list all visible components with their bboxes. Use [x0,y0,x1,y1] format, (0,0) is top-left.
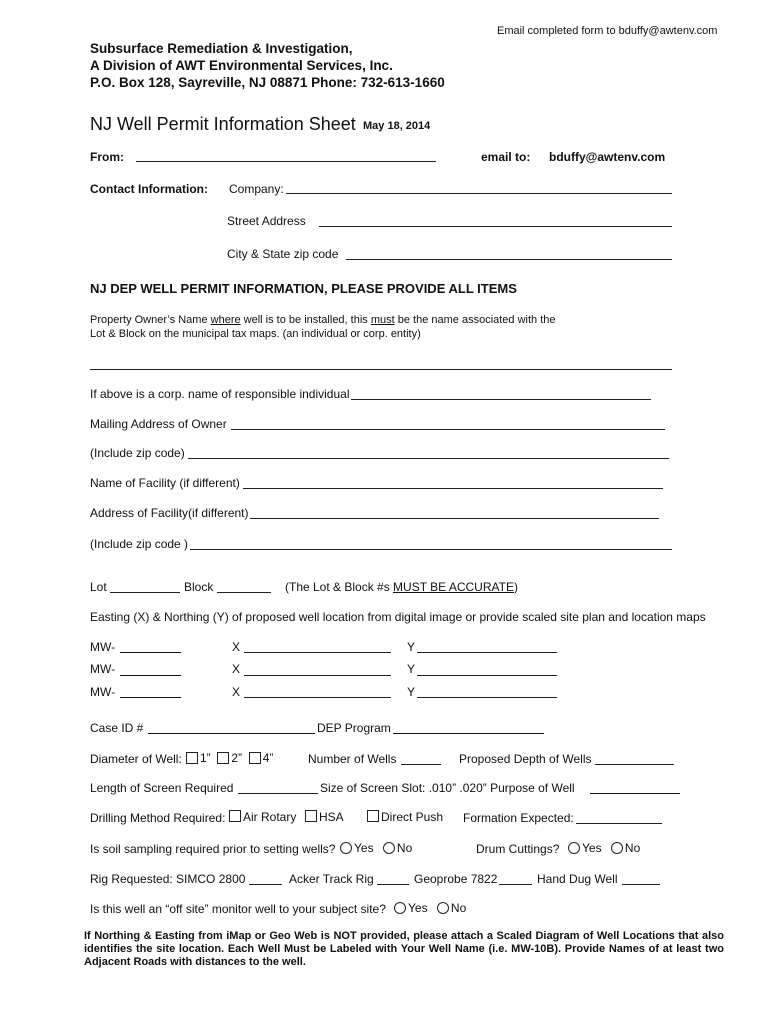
facility-address-field[interactable] [250,518,659,519]
dep-program-field[interactable] [393,733,544,734]
diameter-label: Diameter of Well: [90,752,182,766]
offsite-no-option[interactable] [431,901,466,915]
air-rotary-checkbox[interactable] [229,810,241,822]
mw-label-3: MW- [90,685,116,699]
hsa-label: HSA [319,810,344,824]
soil-yes-option[interactable] [334,841,374,855]
facility-address-label: Address of Facility(if different) [90,506,249,520]
drilling-option-hsa[interactable] [305,810,344,824]
mw-id-field-2[interactable] [120,675,181,676]
number-of-wells-field[interactable] [401,764,441,765]
form-date: May 18, 2014 [363,120,431,132]
section-title: NJ DEP WELL PERMIT INFORMATION, PLEASE PROVIDE ALL ITEMS [90,281,517,296]
y-label-2: Y [407,662,416,676]
mailing-address-label: Mailing Address of Owner [90,417,227,431]
lot-block-note [285,580,518,594]
diameter-options [186,751,273,767]
x-field-3[interactable] [244,697,391,698]
purpose-of-well-field[interactable] [590,793,680,794]
screen-length-label: Length of Screen Required [90,781,234,795]
city-state-zip-field[interactable] [346,259,672,260]
diameter-2-checkbox[interactable] [217,752,229,764]
drilling-option-direct-push[interactable] [367,810,443,824]
company-field[interactable] [286,193,672,194]
case-id-field[interactable] [148,733,315,734]
lot-field[interactable] [110,592,180,593]
company-line-1: Subsurface Remediation & Investigation, [90,41,353,56]
offsite-yes-radio[interactable] [394,902,406,914]
company-line-2: A Division of AWT Environmental Services, Inc. [90,58,393,73]
x-field-2[interactable] [244,675,391,676]
hand-dug-field[interactable] [622,884,660,885]
drum-cuttings-label: Drum Cuttings? [476,842,560,856]
from-field[interactable] [136,161,436,162]
offsite-yes-label: Yes [408,901,428,915]
simco-field[interactable] [249,884,282,885]
screen-slot-label: Size of Screen Slot: .010” .020” Purpose of Well [320,781,575,795]
mw-label-1: MW- [90,640,116,654]
block-field[interactable] [217,592,271,593]
block-label: Block [184,580,214,594]
mailing-zip-field[interactable] [188,458,669,459]
rig-requested-label: Rig Requested: SIMCO 2800 [90,872,246,886]
owner-instruction [90,314,556,326]
soil-sampling-options [334,841,412,857]
footer-note: If Northing & Easting from iMap or Geo Web is NOT provided, please attach a Scaled Diagram of Well Locations that also identifies the site location. Each Well Must be Labeled with Your Well Name (i.e. MW-10B). Provide Names of at least two Adjacent Roads with distances to the well. [84,930,724,968]
facility-name-label: Name of Facility (if different) [90,476,240,490]
owner-text-where: where [210,314,241,326]
lot-label: Lot [90,580,107,594]
diameter-option-4[interactable] [249,751,274,765]
diameter-4-label: 4” [262,751,274,765]
include-zip-label-1: (Include zip code) [90,446,185,460]
proposed-depth-label: Proposed Depth of Wells [459,752,592,766]
y-field-2[interactable] [417,675,557,676]
lot-note-post: ) [513,580,518,594]
company-header [90,40,445,91]
drilling-option-air-rotary[interactable] [229,810,296,824]
lot-note-must: MUST BE ACCURATE [393,580,514,594]
owner-text-mid: well is to be installed, this [240,314,371,326]
air-rotary-label: Air Rotary [243,810,297,824]
x-label-2: X [232,662,241,676]
y-field-3[interactable] [417,697,557,698]
easting-northing-instruction: Easting (X) & Northing (Y) of proposed well location from digital image or provide scaled site plan and location maps [90,610,706,624]
drum-no-option[interactable] [605,841,640,855]
number-of-wells-label: Number of Wells [308,752,397,766]
x-label-3: X [232,685,241,699]
y-field-1[interactable] [417,652,557,653]
company-label: Company: [229,182,284,196]
soil-no-label: No [396,841,413,855]
offsite-label: Is this well an “off site” monitor well to your subject site? [90,902,386,916]
diameter-2-label: 2” [231,751,243,765]
drum-yes-radio[interactable] [568,842,580,854]
proposed-depth-field[interactable] [595,764,674,765]
y-label-3: Y [407,685,416,699]
owner-text-post: be the name associated with the [394,314,556,326]
dep-program-label: DEP Program [317,721,391,735]
diameter-option-1[interactable] [186,751,211,765]
drum-yes-label: Yes [582,841,602,855]
mw-id-field-3[interactable] [120,697,181,698]
soil-no-radio[interactable] [383,842,395,854]
offsite-yes-option[interactable] [388,901,428,915]
diameter-4-checkbox[interactable] [249,752,261,764]
soil-yes-label: Yes [354,841,374,855]
drum-cuttings-options [562,841,640,857]
drum-no-label: No [624,841,641,855]
corp-individual-field[interactable] [351,399,651,400]
x-label-1: X [232,640,241,654]
street-address-field[interactable] [319,226,672,227]
owner-instruction-line-2: Lot & Block on the municipal tax maps. (an individual or corp. entity) [90,328,421,340]
hand-dug-label: Hand Dug Well [537,872,618,886]
case-id-label: Case ID # [90,721,144,735]
offsite-options [388,901,466,917]
soil-sampling-label: Is soil sampling required prior to setting wells? [90,842,336,856]
top-email-note: Email completed form to bduffy@awtenv.com [497,25,718,37]
offsite-no-radio[interactable] [437,902,449,914]
include-zip-label-2: (Include zip code ) [90,537,189,551]
mw-label-2: MW- [90,662,116,676]
direct-push-label: Direct Push [381,810,444,824]
geoprobe-label: Geoprobe 7822 [414,872,498,886]
drum-yes-option[interactable] [562,841,602,855]
email-to-label: email to: [481,150,531,164]
owner-name-field[interactable] [90,369,672,370]
facility-name-field[interactable] [243,488,663,489]
soil-no-option[interactable] [377,841,412,855]
diameter-option-2[interactable] [217,751,242,765]
soil-yes-radio[interactable] [340,842,352,854]
direct-push-checkbox[interactable] [367,810,379,822]
mailing-address-field[interactable] [231,429,665,430]
facility-zip-field[interactable] [190,549,672,550]
acker-field[interactable] [377,884,409,885]
owner-text-must: must [370,314,395,326]
acker-label: Acker Track Rig [289,872,374,886]
y-label-1: Y [407,640,416,654]
page-title: NJ Well Permit Information Sheet [90,114,356,134]
street-address-label: Street Address [227,214,306,228]
drum-no-radio[interactable] [611,842,623,854]
diameter-1-checkbox[interactable] [186,752,198,764]
drilling-method-label: Drilling Method Required: [90,811,226,825]
company-line-3: P.O. Box 128, Sayreville, NJ 08871 Phone: 732-613-1660 [90,75,445,90]
geoprobe-field[interactable] [499,884,532,885]
x-field-1[interactable] [244,652,391,653]
owner-text-pre: Property Owner’s Name [90,314,211,326]
from-label: From: [90,150,124,164]
formation-expected-field[interactable] [576,823,662,824]
formation-expected-label: Formation Expected: [463,811,574,825]
hsa-checkbox[interactable] [305,810,317,822]
diameter-1-label: 1” [200,751,211,765]
city-state-zip-label: City & State zip code [227,247,339,261]
corp-individual-label: If above is a corp. name of responsible individual [90,387,350,401]
email-to-value: bduffy@awtenv.com [549,150,666,164]
offsite-no-label: No [450,901,467,915]
lot-note-pre: (The Lot & Block #s [285,580,394,594]
mw-id-field-1[interactable] [120,652,181,653]
screen-length-field[interactable] [238,793,318,794]
contact-info-label: Contact Information: [90,182,208,196]
